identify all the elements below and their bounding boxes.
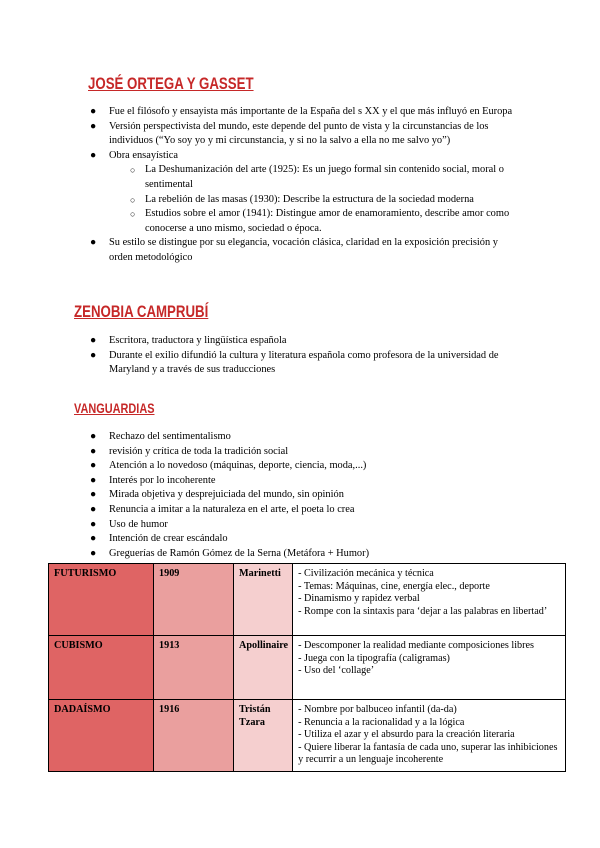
bullet-icon: ● xyxy=(90,237,97,249)
list-item: ● Uso de humor xyxy=(109,518,529,533)
features-cell xyxy=(293,564,566,636)
ortega-list xyxy=(90,105,519,266)
movement-cell: CUBISMO xyxy=(49,636,154,700)
list-item: ● Fue el filósofo y ensayista más importante de la España del s XX y el que más influyó en Europa xyxy=(109,105,519,120)
list-item: ● Intención de crear escándalo xyxy=(109,532,529,547)
list-item: ● Mirada objetiva y desprejuiciada del mundo, sin opinión xyxy=(109,488,529,503)
list-item: ● Versión perspectivista del mundo, este depende del punto de vista y la circunstancias de los individuos (“Yo soy yo y mi circunstancia, y si no la salvo a ella no me salvo yo”) xyxy=(90,120,489,147)
sub-list-item: ○ La Deshumanización del arte (1925): Es un juego formal sin contenido social, moral o sentimental xyxy=(130,164,504,190)
feature-line: - Civilización mecánica y técnica xyxy=(298,568,434,579)
feature-line: - Descomponer la realidad mediante composiciones libres xyxy=(298,640,534,651)
bullet-icon: ● xyxy=(90,445,97,457)
feature-line: - Juega con la tipografía (caligramas) xyxy=(298,652,450,664)
section-title-zenobia: ZENOBIA CAMPRUBÍ xyxy=(74,302,209,321)
vanguardias-list xyxy=(90,430,529,561)
features-cell xyxy=(293,636,566,700)
sub-list-item: ○ Estudios sobre el amor (1941): Distingue amor de enamoramiento, describe amor como conocerse a uno mismo, sociedad o época. xyxy=(130,208,510,234)
list-item: ● Renuncia a imitar a la naturaleza en el arte, el poeta lo crea xyxy=(109,503,529,518)
year-cell: 1916 xyxy=(154,700,234,772)
list-item: ● Obra ensayística ○ La Deshumanización del arte (1925): Es un juego formal sin contenido social, moral o sentimental ○ La rebelión de las masas (1930): Describe la estructura de la sociedad moderna ○ Estudios sobre el amor (1941): Distingue amor de enamoramiento, describe amor como conocerse a uno mismo, sociedad o época. xyxy=(109,149,519,237)
circle-bullet-icon: ○ xyxy=(130,194,136,205)
bullet-icon: ● xyxy=(90,533,97,545)
circle-bullet-icon: ○ xyxy=(130,209,136,220)
year-cell: 1913 xyxy=(154,636,234,700)
bullet-icon: ● xyxy=(90,547,97,559)
bullet-icon: ● xyxy=(90,349,97,361)
zenobia-list xyxy=(90,334,529,378)
bullet-icon: ● xyxy=(90,503,97,515)
bullet-icon: ● xyxy=(90,120,97,132)
list-item: ● Rechazo del sentimentalismo xyxy=(109,430,529,445)
list-item: ● Su estilo se distingue por su elegancia, vocación clásica, claridad en la exposición precisión y orden metodológico xyxy=(90,237,498,263)
list-item: ● Greguerías de Ramón Gómez de la Serna (Metáfora + Humor) xyxy=(109,547,529,562)
list-item: ● Atención a lo novedoso (máquinas, deporte, ciencia, moda,...) xyxy=(109,459,529,474)
feature-line: - Temas: Máquinas, cine, energía elec., deporte xyxy=(298,580,490,592)
bullet-icon: ● xyxy=(90,489,97,501)
feature-line: - Uso del ‘collage’ xyxy=(298,665,375,677)
sublist xyxy=(130,163,519,236)
bullet-icon: ● xyxy=(90,518,97,530)
section-title-vanguardias: VANGUARDIAS xyxy=(74,400,155,416)
movement-cell: DADAÍSMO xyxy=(49,700,154,772)
bullet-icon: ● xyxy=(90,474,97,486)
table-row xyxy=(49,700,566,772)
feature-line: - Dinamismo y rapidez verbal xyxy=(298,593,420,605)
feature-line: - Renuncia a la racionalidad y a la lógica xyxy=(298,716,465,728)
list-item: ● revisión y crítica de toda la tradición social xyxy=(109,445,529,460)
feature-line: - Utiliza el azar y el absurdo para la creación literaria xyxy=(298,729,515,741)
author-cell: Marinetti xyxy=(234,564,293,636)
author-cell: Apollinaire xyxy=(234,636,293,700)
list-item: ● Durante el exilio difundió la cultura y literatura española como profesora de la universidad de Maryland y a través de sus traducciones xyxy=(90,349,499,376)
feature-line: - Rompe con la sintaxis para ‘dejar a las palabras en libertad’ xyxy=(298,605,548,617)
table-row xyxy=(49,564,566,636)
feature-line: - Quiere liberar la fantasía de cada uno, superar las inhibiciones y recurrir a un lenguaje incoherente xyxy=(298,741,558,766)
sub-list-item: ○ La rebelión de las masas (1930): Describe la estructura de la sociedad moderna xyxy=(145,193,519,208)
bullet-icon: ● xyxy=(90,335,97,346)
feature-line: - Nombre por balbuceo infantil (da-da) xyxy=(298,704,457,715)
list-item: ● Interés por lo incoherente xyxy=(109,474,529,489)
bullet-icon: ● xyxy=(90,106,97,117)
list-item: ● Escritora, traductora y lingüística española xyxy=(109,334,529,349)
author-cell: Tristán Tzara xyxy=(234,700,293,772)
circle-bullet-icon: ○ xyxy=(130,165,136,176)
bullet-icon: ● xyxy=(90,460,97,472)
features-cell xyxy=(293,700,566,772)
movement-cell: FUTURISMO xyxy=(49,564,154,636)
section-title-ortega: JOSÉ ORTEGA Y GASSET xyxy=(88,74,254,93)
bullet-icon: ● xyxy=(90,431,97,442)
bullet-icon: ● xyxy=(90,149,97,161)
year-cell: 1909 xyxy=(154,564,234,636)
vanguardias-table xyxy=(48,563,566,772)
table-row xyxy=(49,636,566,700)
